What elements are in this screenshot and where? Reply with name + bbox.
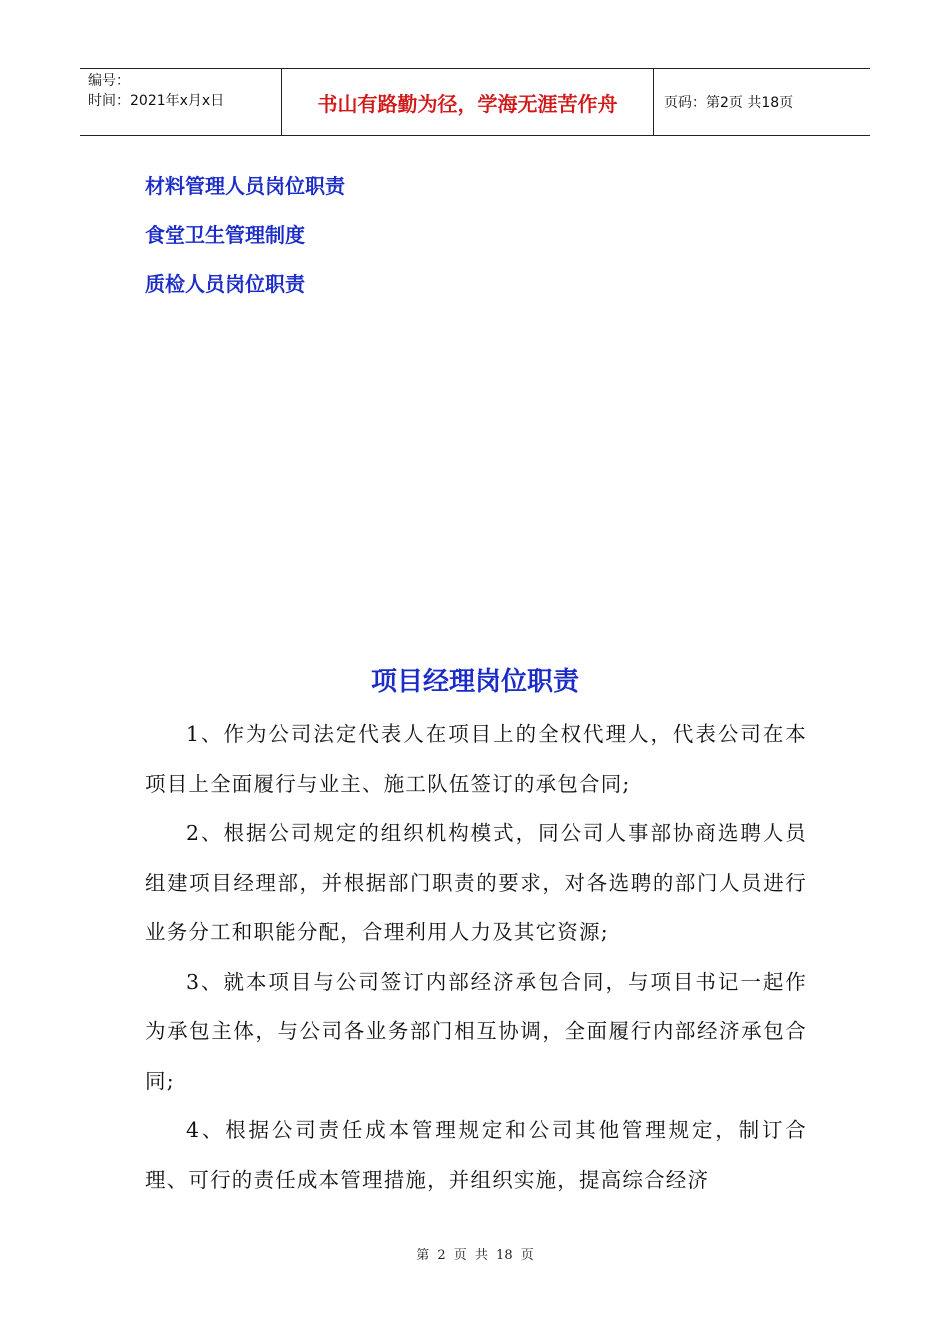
section-title: 项目经理岗位职责: [370, 667, 579, 697]
motto-text: 书山有路勤为径，学海无涯苦作舟: [317, 91, 618, 116]
page-footer: 第 2 页 共 18 页: [416, 1248, 534, 1263]
header-page-info: [654, 69, 870, 135]
page-header: [80, 68, 870, 136]
document-number: 编号：: [88, 73, 130, 89]
section-body: [145, 710, 807, 1205]
toc-item[interactable]: 材料管理人员岗位职责: [145, 174, 345, 198]
paragraph: 2、根据公司规定的组织机构模式，同公司人事部协商选聘人员组建项目经理部，并根据部门职责的要求，对各选聘的部门人员进行业务分工和职能分配，合理利用人力及其它资源;: [145, 821, 807, 944]
paragraph: 1、作为公司法定代表人在项目上的全权代理人，代表公司在本项目上全面履行与业主、施工队伍签订的承包合同;: [145, 722, 807, 796]
toc-item[interactable]: 食堂卫生管理制度: [145, 223, 305, 247]
toc-item[interactable]: 质检人员岗位职责: [145, 272, 305, 296]
page-info-text: 页码：第2页 共18页: [664, 95, 794, 111]
paragraph: 4、根据公司责任成本管理规定和公司其他管理规定，制订合理、可行的责任成本管理措施，并组织实施，提高综合经济: [145, 1118, 807, 1192]
document-date: 时间：2021年x月x日: [88, 93, 225, 109]
header-motto: [282, 69, 654, 135]
header-meta: [80, 69, 282, 135]
paragraph: 3、就本项目与公司签订内部经济承包合同，与项目书记一起作为承包主体，与公司各业务部门相互协调，全面履行内部经济承包合同;: [145, 969, 807, 1093]
table-of-contents: [145, 168, 345, 315]
